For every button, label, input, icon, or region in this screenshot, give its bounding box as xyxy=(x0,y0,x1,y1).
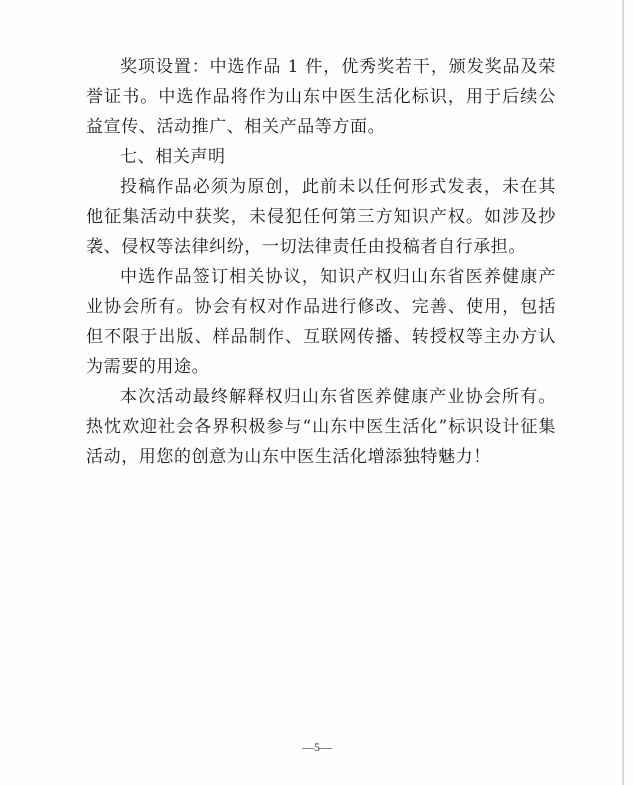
ip-rights-paragraph: 中选作品签订相关协议，知识产权归山东省医养健康产业协会所有。协会有权对作品进行修改、完善、使用，包括但不限于出版、样品制作、互联网传播、转授权等主办方认为需要的用途。 xyxy=(86,267,556,377)
interpretation-paragraph: 本次活动最终解释权归山东省医养健康产业协会所有。热忱欢迎社会各界积极参与“山东中医生活化”标识设计征集活动，用您的创意为山东中医生活化增添独特魅力！ xyxy=(86,387,556,467)
section-heading-declarations: 七、相关声明 xyxy=(120,147,226,167)
page-number: —5— xyxy=(302,740,332,754)
scan-edge-line xyxy=(622,0,624,785)
originality-paragraph: 投稿作品必须为原创，此前未以任何形式发表，未在其他征集活动中获奖，未侵犯任何第三方知识产权。如涉及抄袭、侵权等法律纠纷，一切法律责任由投稿者自行承担。 xyxy=(86,177,556,257)
awards-paragraph: 奖项设置：中选作品 1 件，优秀奖若干，颁发奖品及荣誉证书。中选作品将作为山东中医生活化标识，用于后续公益宣传、活动推广、相关产品等方面。 xyxy=(86,57,556,137)
document-body xyxy=(86,52,556,472)
